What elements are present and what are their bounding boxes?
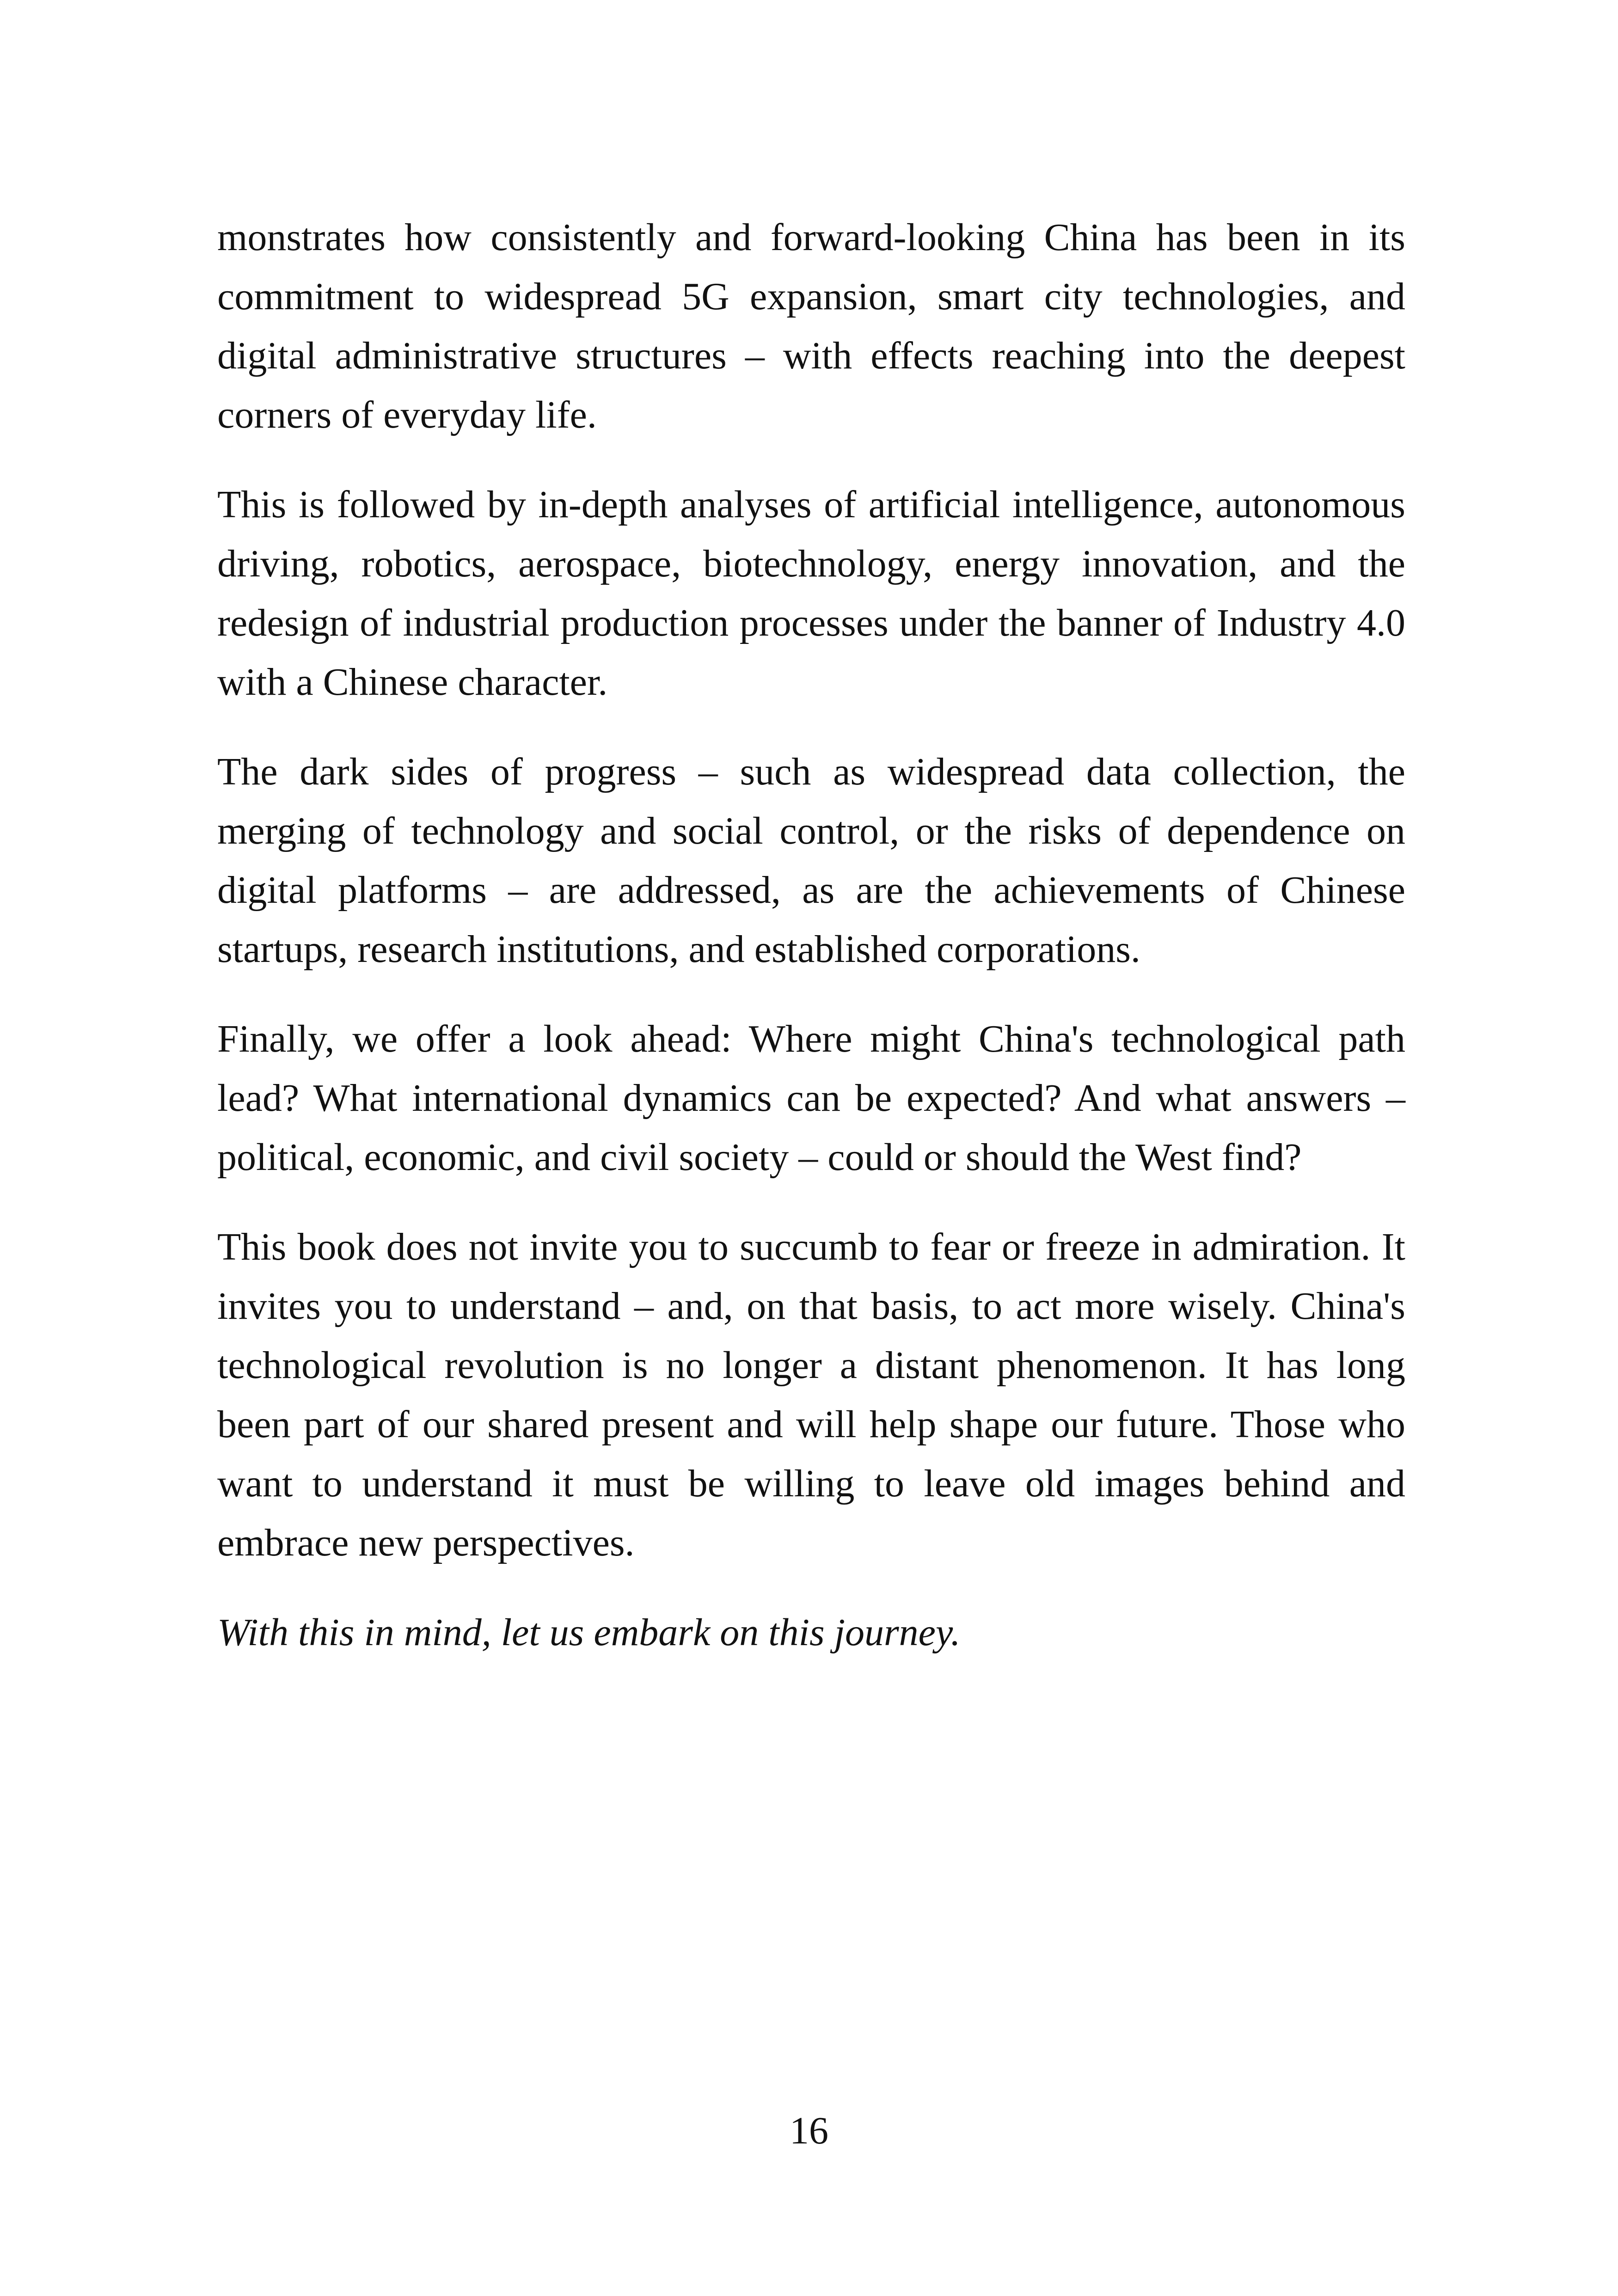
page-number: 16 [790,2109,828,2152]
paragraph: Finally, we offer a look ahead: Where might China's technological path lead? What international dynamics can be expected? And what answers – political, economic, and civil society – could or should the West find? [217,1017,1405,1179]
paragraph: This is followed by in-depth analyses of artificial intelligence, autonomous driving, robotics, aerospace, biotechnology, energy innovation, and the redesign of industrial production processes under the banner of Industry 4.0 with a Chinese character. [217,483,1405,704]
closing-line: With this in mind, let us embark on this journey. [217,1611,961,1654]
paragraph: The dark sides of progress – such as widespread data collection, the merging of technology and social control, or the risks of dependence on digital platforms – are addressed, as are the achievements of Chinese startups, research institutions, and established corporations. [217,750,1405,971]
paragraph: This book does not invite you to succumb to fear or freeze in admiration. It invites you to understand – and, on that basis, to act more wisely. China's technological revolution is no longer a distant phenomenon. It has long been part of our shared present and will help shape our future. Those who want to understand it must be willing to leave old images behind and embrace new perspectives. [217,1225,1405,1564]
body-text [217,208,1405,1693]
paragraph: monstrates how consistently and forward-looking China has been in its commitment to widespread 5G expansion, smart city technologies, and digital administrative structures – with effects reaching into the deepest corners of everyday life. [217,216,1405,436]
